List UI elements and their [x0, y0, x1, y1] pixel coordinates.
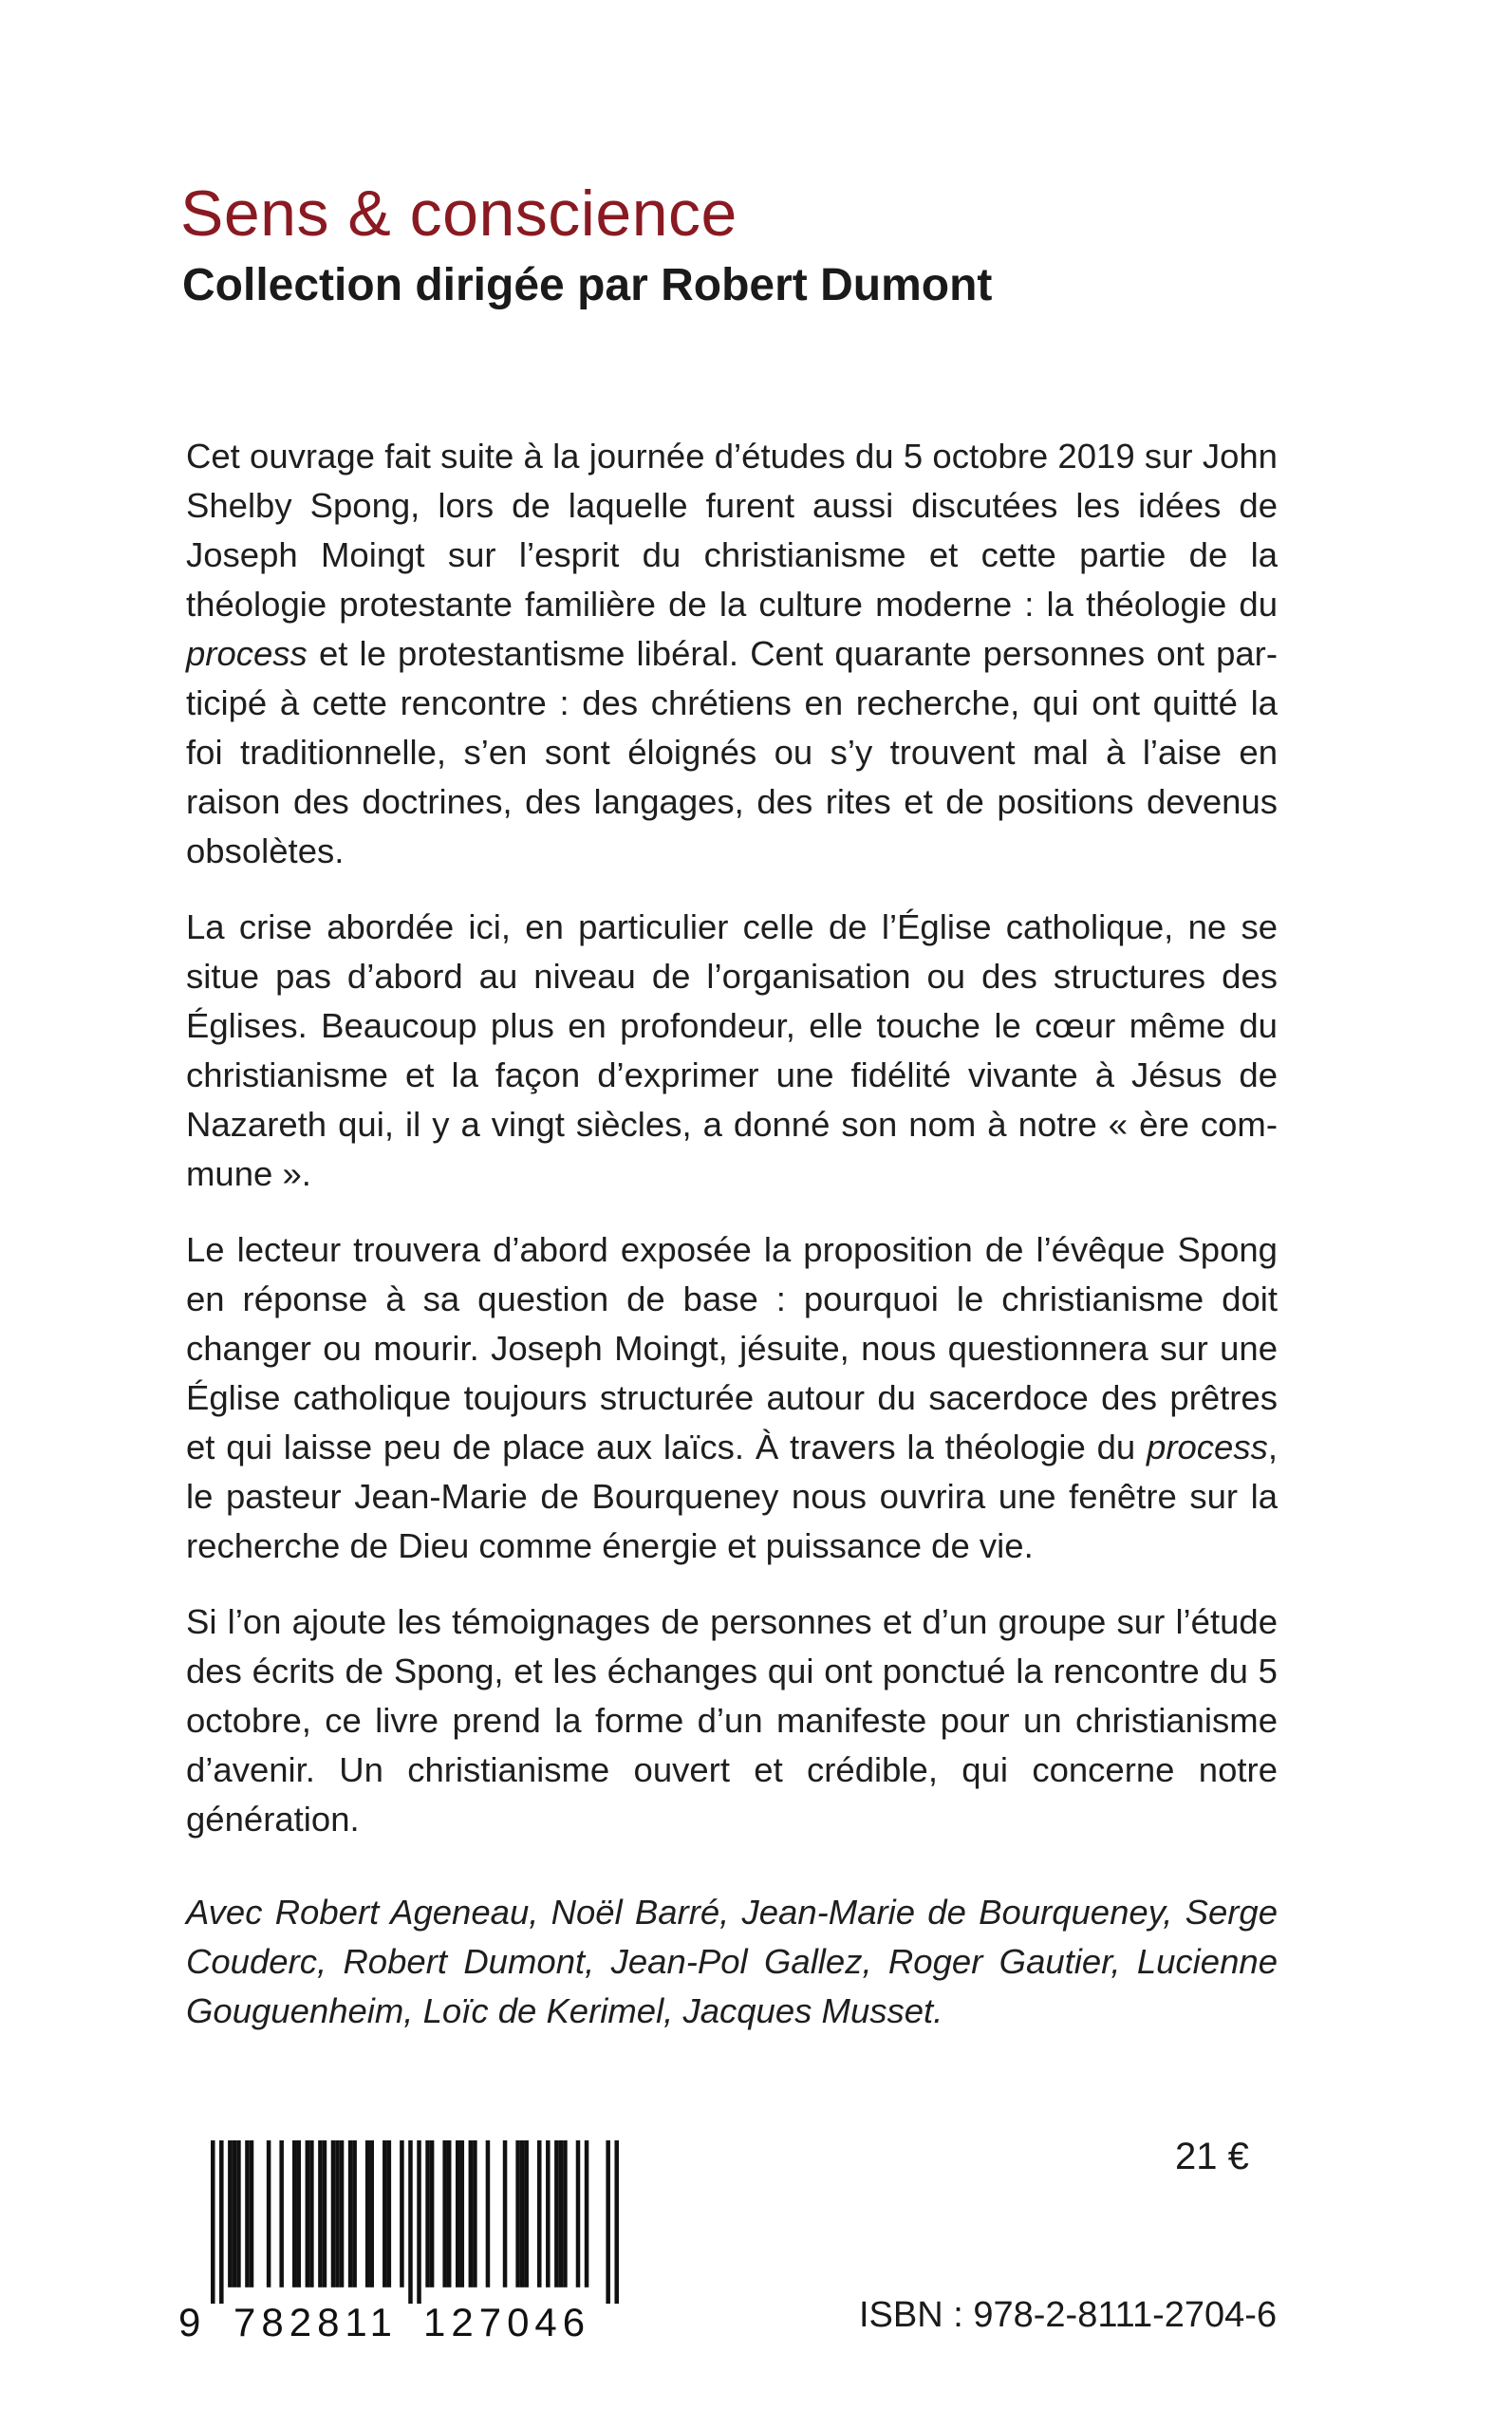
- barcode-bar: [211, 2140, 215, 2304]
- contributors-credits: Avec Robert Ageneau, Noël Barré, Jean-Marie de Bourqueney, Serge Couderc, Robert Dumont, Jean-Pol Gallez, Roger Gautier, Lucienne Gouguenheim, Loïc de Kerimel, Jacques Musset.: [186, 1893, 1278, 2030]
- barcode-bar: [503, 2140, 508, 2288]
- blurb-p3-italic: process: [1147, 1428, 1268, 1466]
- barcode-bar: [236, 2140, 241, 2288]
- barcode-bar: [292, 2140, 297, 2288]
- barcode-bar: [537, 2140, 542, 2288]
- barcode-bar: [442, 2140, 447, 2288]
- barcode-bar: [460, 2140, 465, 2288]
- barcode-bar: [563, 2140, 568, 2288]
- barcode-bar: [233, 2140, 237, 2288]
- blurb-p1-text-b: et le protestantisme libéral. Cent quarante personnes ont participé à cette rencontre : des chrétiens en recherche, qui ont quitté la foi traditionnelle, s’en sont éloignés ou s’y trouvent mal à l’aise en raison des doctrines, des langages, des rites et de positions devenus obsolètes.: [186, 634, 1278, 870]
- blurb-paragraph-3: [186, 1225, 1278, 1571]
- barcode-bar: [245, 2140, 250, 2288]
- barcode-bar: [383, 2140, 387, 2288]
- barcode-bar: [331, 2140, 336, 2288]
- series-title: Sens & conscience: [180, 177, 737, 250]
- barcode-bar: [408, 2140, 413, 2304]
- barcode-bars: [211, 2140, 619, 2304]
- blurb-paragraph-2: La crise abordée ici, en particulier celle de l’Église catholique, ne se situe pas d’abord au niveau de l’organisation ou des structures des Églises. Beaucoup plus en profondeur, elle touche le cœur même du christianisme et la façon d’exprimer une fidélité vivante à Jésus de Nazareth qui, il y a vingt siècles, a donné son nom à notre « ère commune ».: [186, 907, 1278, 1193]
- barcode-bar: [486, 2140, 491, 2288]
- barcode: [178, 2140, 625, 2349]
- barcode-bar: [309, 2140, 314, 2288]
- barcode-bar: [473, 2140, 477, 2288]
- blurb-paragraph-4: Si l’on ajoute les témoignages de personnes et d’un groupe sur l’étude des écrits de Spong, et les échanges qui ont ponctué la rencontre du 5 octobre, ce livre prend la forme d’un manifeste pour un christianisme d’avenir. Un christianisme ouvert et crédible, qui concerne notre génération.: [186, 1602, 1278, 1839]
- barcode-bar: [306, 2140, 310, 2288]
- barcode-bar: [520, 2140, 525, 2288]
- barcode-bar: [447, 2140, 452, 2288]
- barcode-bar: [318, 2140, 323, 2288]
- blurb-p1-text-a: Cet ouvrage fait suite à la journée d’études du 5 octobre 2019 sur John Shelby Spong, lors de laquelle furent aussi discutées les idées de Joseph Moingt sur l’esprit du christianisme et cette partie de la théologie protestante familière de la culture moderne : la théologie du: [186, 437, 1278, 624]
- collection-subtitle: Collection dirigée par Robert Dumont: [182, 260, 993, 310]
- blurb-p3-text-b: , le pasteur Jean-Marie de Bourqueney nous ouvrira une fenêtre sur la recherche de Dieu comme énergie et puissance de vie.: [186, 1428, 1278, 1565]
- blurb-p1-italic: process: [186, 634, 308, 673]
- barcode-bar: [554, 2140, 559, 2288]
- barcode-bar: [348, 2140, 353, 2288]
- barcode-bar: [279, 2140, 284, 2288]
- barcode-bar: [267, 2140, 271, 2288]
- barcode-bar: [400, 2140, 404, 2288]
- blurb-paragraph-1: [186, 432, 1278, 876]
- barcode-bar: [369, 2140, 374, 2288]
- barcode-bar: [430, 2140, 435, 2288]
- barcode-bar: [297, 2140, 302, 2288]
- barcode-bar: [425, 2140, 430, 2288]
- barcode-bar: [228, 2140, 233, 2288]
- barcode-right-group: 127046: [423, 2300, 591, 2344]
- blurb: [186, 432, 1278, 2063]
- barcode-bar: [546, 2140, 551, 2288]
- barcode-bar: [323, 2140, 327, 2288]
- barcode-bar: [576, 2140, 581, 2288]
- barcode-bar: [515, 2140, 520, 2288]
- barcode-bar: [219, 2140, 224, 2304]
- barcode-bar: [585, 2140, 589, 2288]
- barcode-digits: [178, 2300, 625, 2349]
- barcode-bar: [559, 2140, 564, 2288]
- barcode-bar: [387, 2140, 392, 2288]
- barcode-bar: [606, 2140, 610, 2304]
- barcode-bar: [250, 2140, 254, 2288]
- barcode-bar: [417, 2140, 421, 2304]
- barcode-first-digit: 9: [178, 2300, 201, 2344]
- barcode-bar: [524, 2140, 529, 2288]
- barcode-left-group: 782811: [233, 2300, 399, 2344]
- blurb-p3-text-a: Le lecteur trouvera d’abord exposée la proposition de l’évêque Spong en réponse à sa question de base : pourquoi le christianisme doit changer ou mourir. Joseph Moingt, jésuite, nous questionnera sur une Église catholique toujours structurée autour du sacerdoce des prêtres et qui laisse peu de place aux laïcs. À travers la théologie du: [186, 1230, 1278, 1466]
- isbn: ISBN : 978-2-8111-2704-6: [859, 2295, 1278, 2335]
- barcode-bar: [469, 2140, 474, 2288]
- barcode-bar: [614, 2140, 619, 2304]
- barcode-bar: [352, 2140, 357, 2288]
- barcode-bar: [335, 2140, 340, 2288]
- barcode-bar: [365, 2140, 370, 2288]
- barcode-bar: [340, 2140, 345, 2288]
- price: 21 €: [1175, 2136, 1249, 2177]
- barcode-bar: [456, 2140, 460, 2288]
